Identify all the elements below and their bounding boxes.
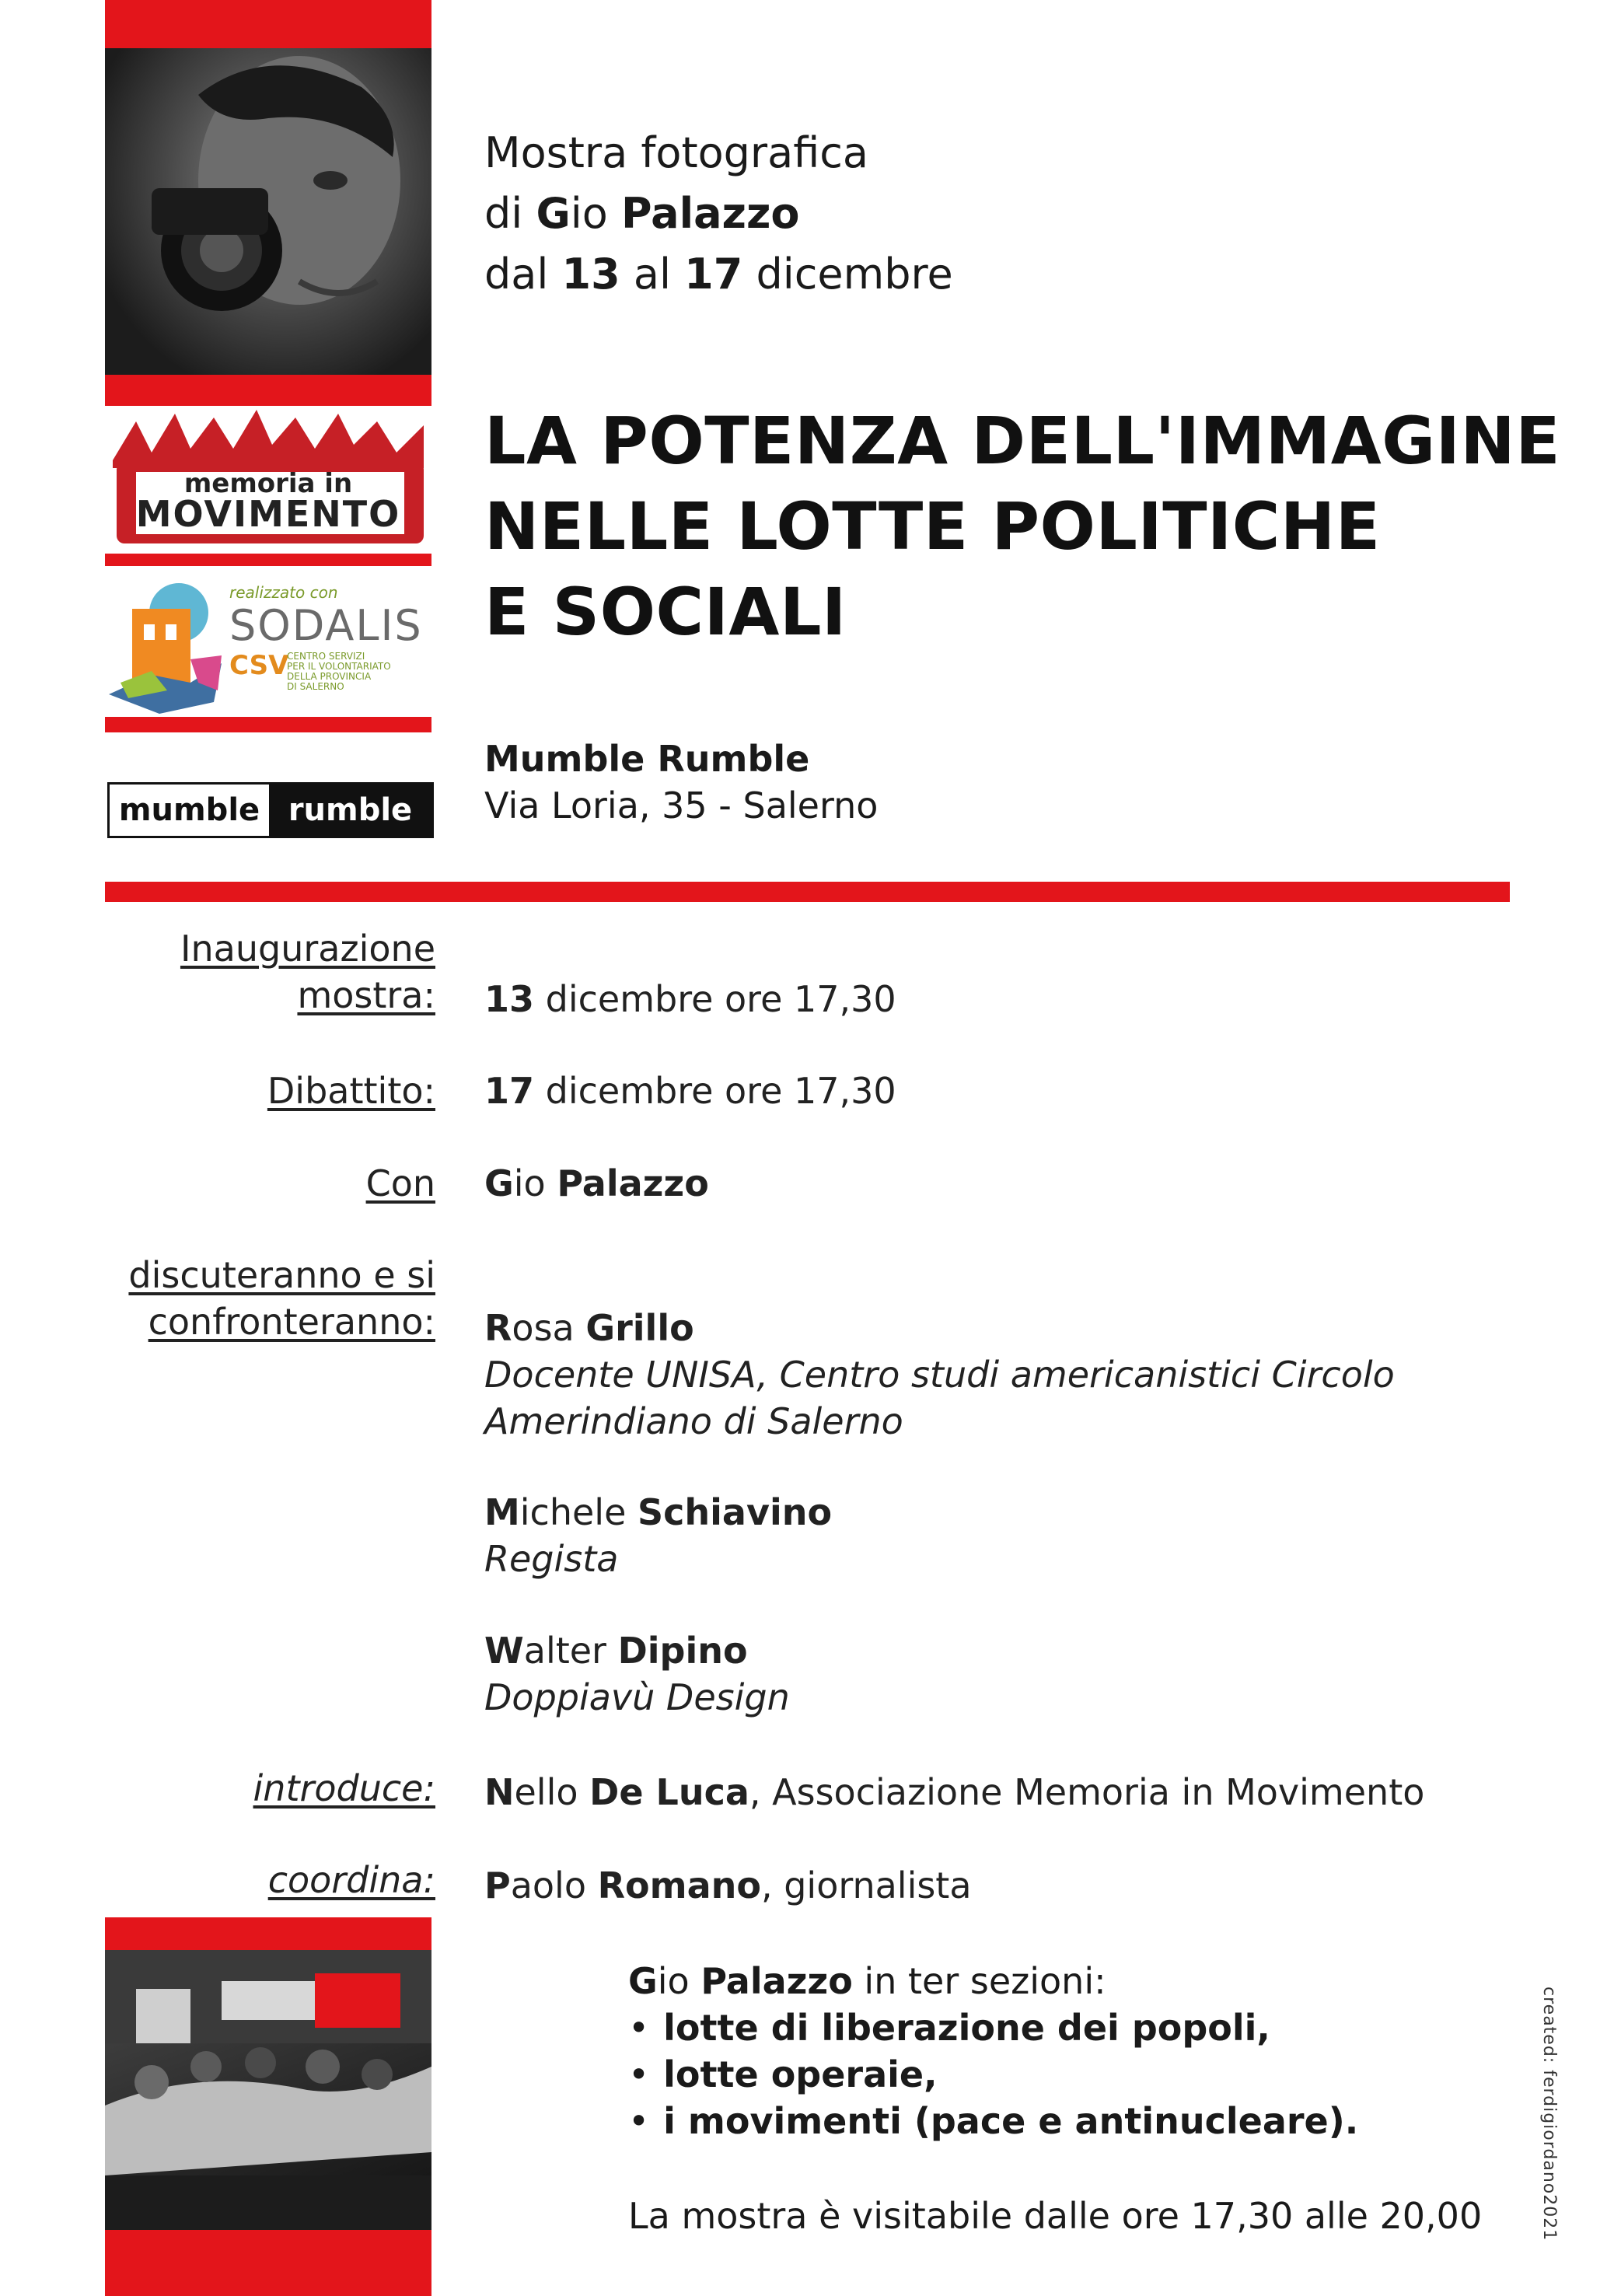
intro-line2 [484, 183, 953, 244]
intro-line3 [484, 244, 953, 305]
label-line: discuteranno e si [128, 1254, 435, 1296]
sodalis-subtitle [287, 652, 391, 692]
intro-day2: 17 [684, 250, 743, 299]
rest: , Associazione Memoria in Movimento [749, 1771, 1425, 1813]
first: ello [514, 1771, 590, 1813]
sodalis-name: SODALIS [229, 601, 423, 650]
red-strip-mid3 [105, 717, 431, 732]
intro-month: dicembre [742, 250, 953, 299]
dib-rest: dicembre ore 17,30 [534, 1070, 896, 1112]
sections-list [628, 2004, 1358, 2144]
first: osa [512, 1307, 586, 1349]
sodalis-sub-line: DELLA PROVINCIA [287, 671, 372, 682]
con-g: G [484, 1162, 514, 1204]
label-con: Con [365, 1162, 435, 1204]
value-introduce [484, 1769, 1424, 1815]
last: Schiavino [638, 1491, 833, 1533]
red-strip-bottom [105, 2230, 431, 2296]
first: alter [523, 1630, 618, 1672]
sodalis-realizzato: realizzato con [229, 583, 338, 602]
venue-block [484, 736, 878, 829]
opening-hours: La mostra è visitabile dalle ore 17,30 alle 20,00 [628, 2195, 1483, 2237]
memoria-in-movimento-logo [105, 406, 431, 554]
sodalis-sub-line: CENTRO SERVIZI [287, 651, 365, 662]
exhibition-intro [484, 123, 953, 305]
inaug-day: 13 [484, 978, 535, 1020]
panelist-name [484, 1627, 790, 1674]
section-item: • lotte operaie, [628, 2051, 1358, 2098]
title-line1: LA POTENZA DELL'IMMAGINE [484, 403, 1561, 479]
intro-al: al [620, 250, 685, 299]
sections-heading [628, 1958, 1358, 2004]
panelist-2 [484, 1489, 832, 1582]
first: ichele [519, 1491, 638, 1533]
last: Romano [597, 1864, 761, 1906]
last: Dipino [617, 1630, 748, 1672]
first: aolo [510, 1864, 598, 1906]
protest-photo [105, 1950, 431, 2230]
intro-day1: 13 [561, 250, 620, 299]
value-dibattito [484, 1068, 896, 1114]
sez-g: G [628, 1960, 658, 2002]
label-dibattito: Dibattito: [267, 1070, 435, 1112]
panelist-role: Doppiavù Design [484, 1676, 790, 1718]
exhibition-title [484, 398, 1560, 655]
sodalis-sub-line: PER IL VOLONTARIATO [287, 661, 391, 672]
section-item: • i movimenti (pace e antinucleare). [628, 2098, 1358, 2144]
label-line: Inaugurazione [180, 928, 435, 970]
sodalis-sub-line: DI SALERNO [287, 681, 344, 692]
panelist-role: Regista [484, 1538, 619, 1580]
label-discuteranno [128, 1252, 435, 1345]
sodalis-csv-logo [105, 566, 431, 717]
inaug-rest: dicembre ore 17,30 [534, 978, 896, 1020]
design-credit: created: ferdigiordano2021 [1539, 1987, 1559, 2242]
last: De Luca [589, 1771, 749, 1813]
intro-line1: Mostra fotografica [484, 128, 869, 177]
label-introduce: introduce: [253, 1767, 435, 1809]
last: Grillo [585, 1307, 694, 1349]
value-inaugurazione [484, 976, 896, 1022]
mumble-word: mumble [110, 785, 269, 836]
title-line2: NELLE LOTTE POLITICHE [484, 488, 1381, 564]
panelist-3 [484, 1627, 790, 1721]
intro-g: G [536, 189, 571, 238]
sez-surname: Palazzo [700, 1960, 853, 2002]
con-io: io [513, 1162, 557, 1204]
rumble-word: rumble [269, 785, 431, 836]
intro-di: di [484, 189, 536, 238]
venue-name: Mumble Rumble [484, 738, 810, 780]
intro-dal: dal [484, 250, 562, 299]
red-strip-top [105, 0, 431, 48]
red-strip-mid1 [105, 375, 431, 406]
sez-io: io [657, 1960, 701, 2002]
intro-surname: Palazzo [621, 189, 800, 238]
venue-address: Via Loria, 35 - Salerno [484, 785, 879, 826]
red-strip-bottom-top [105, 1917, 431, 1950]
panelist-name [484, 1489, 832, 1536]
panelist-1 [484, 1305, 1395, 1445]
label-coordina: coordina: [267, 1859, 435, 1901]
initial: P [484, 1864, 511, 1906]
dib-day: 17 [484, 1070, 535, 1112]
panelist-name [484, 1305, 1395, 1351]
memoria-line1: memoria in [183, 468, 353, 499]
rest: , giornalista [760, 1864, 972, 1906]
sez-rest: in ter sezioni: [852, 1960, 1106, 2002]
sodalis-csv: CSV [229, 650, 289, 681]
initial: N [484, 1771, 515, 1813]
value-coordina [484, 1862, 972, 1909]
value-con [484, 1160, 709, 1207]
section-item: • lotte di liberazione dei popoli, [628, 2004, 1358, 2051]
label-inaugurazione [180, 925, 435, 1019]
con-surname: Palazzo [557, 1162, 709, 1204]
initial: W [484, 1630, 524, 1672]
initial: R [484, 1307, 512, 1349]
label-line: confronteranno: [148, 1301, 435, 1343]
sections-block [628, 1958, 1358, 2144]
mumble-rumble-logo [107, 782, 434, 838]
memoria-line2: MOVIMENTO [135, 493, 401, 535]
intro-io: io [570, 189, 621, 238]
title-line3: E SOCIALI [484, 574, 847, 650]
section-divider [105, 882, 1510, 902]
label-line: mostra: [297, 974, 435, 1016]
red-strip-mid2 [105, 554, 431, 566]
photographer-portrait [105, 48, 431, 375]
initial: M [484, 1491, 520, 1533]
panelist-role: Docente UNISA, Centro studi americanistici Circolo [484, 1354, 1395, 1396]
panelist-role: Amerindiano di Salerno [484, 1400, 903, 1442]
